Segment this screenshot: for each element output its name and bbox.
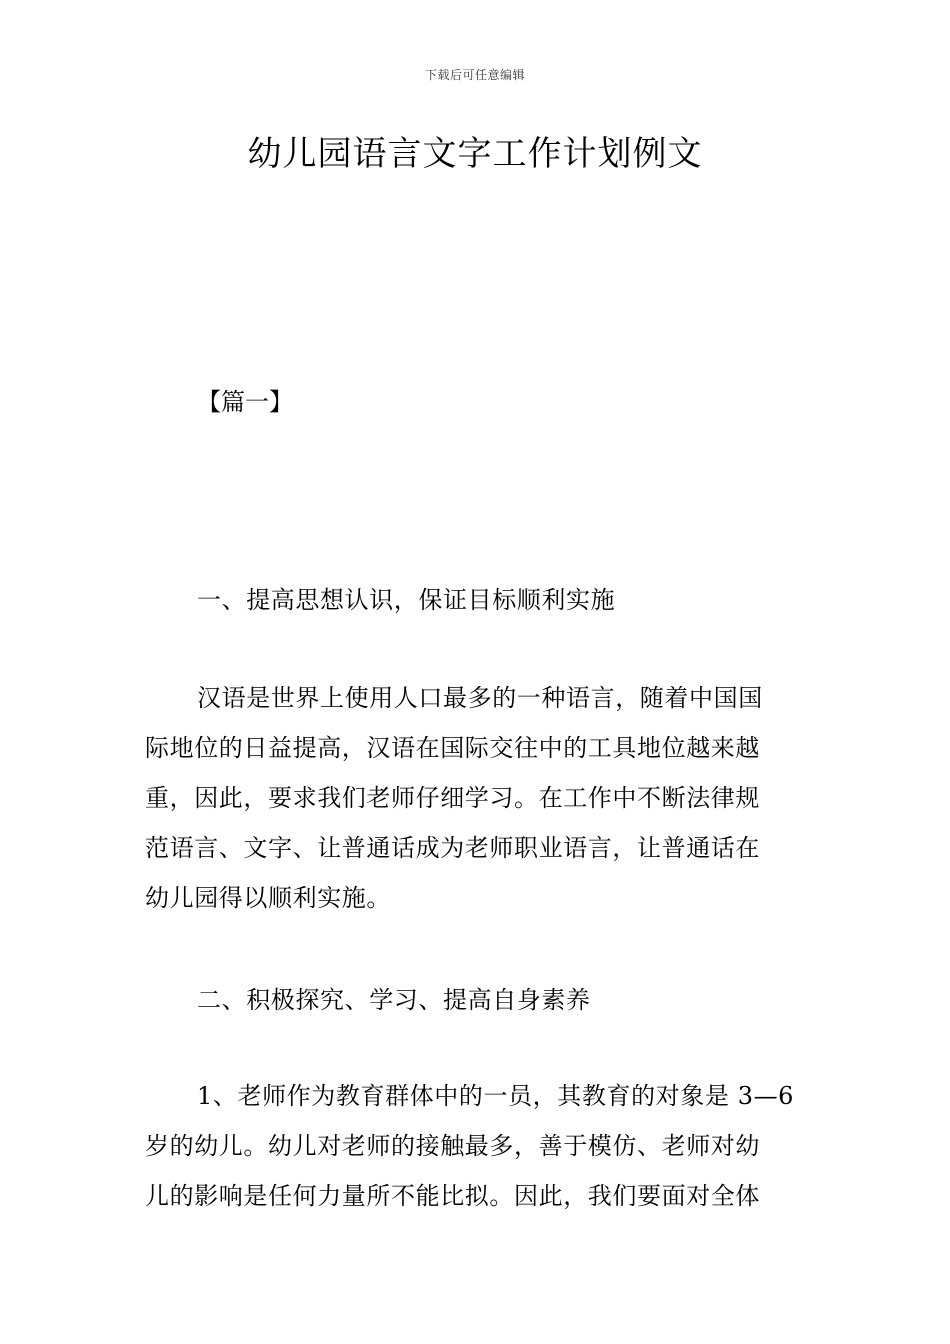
heading-2: 二、积极探究、学习、提高自身素养 xyxy=(197,986,591,1014)
paragraph-1 xyxy=(145,673,809,923)
paragraph-line: 范语言、文字、让普通话成为老师职业语言，让普通话在 xyxy=(145,834,760,862)
paragraph-line: 幼儿园得以顺利实施。 xyxy=(145,884,391,912)
paragraph-line: 际地位的日益提高，汉语在国际交往中的工具地位越来越 xyxy=(145,734,760,762)
paragraph-line: 儿的影响是任何力量所不能比拟。因此，我们要面对全体 xyxy=(145,1182,760,1210)
heading-1: 一、提高思想认识，保证目标顺利实施 xyxy=(197,586,616,614)
header-note: 下载后可任意编辑 xyxy=(424,68,525,82)
paragraph-2 xyxy=(145,1071,809,1221)
paragraph-line: 岁的幼儿。幼儿对老师的接触最多，善于模仿、老师对幼 xyxy=(145,1132,760,1160)
paragraph-line: 汉语是世界上使用人口最多的一种语言，随着中国国 xyxy=(197,684,763,712)
paragraph-line: 重，因此，要求我们老师仔细学习。在工作中不断法律规 xyxy=(145,784,760,812)
document-title: 幼儿园语言文字工作计划例文 xyxy=(247,134,703,174)
section-label: 【篇一】 xyxy=(197,388,293,416)
paragraph-line: 1、老师作为教育群体中的一员，其教育的对象是 3—6 xyxy=(197,1082,795,1110)
